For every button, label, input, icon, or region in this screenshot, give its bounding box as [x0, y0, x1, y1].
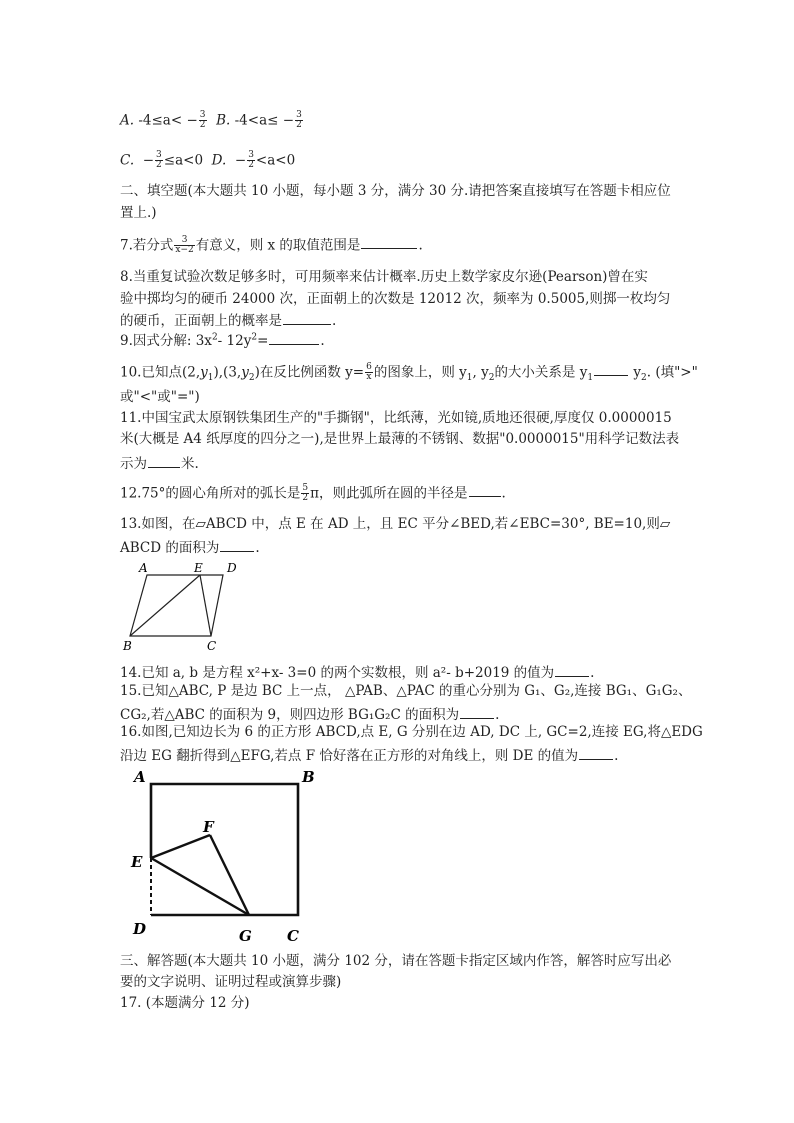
q6-options-ab	[120, 111, 304, 131]
fraction-den: x	[366, 372, 372, 383]
q10-post: . (填">"	[646, 364, 698, 381]
q10-mid1: ),(3,	[213, 364, 242, 381]
sub-2: 2	[641, 373, 647, 384]
q8-line1: 8.当重复试验次数足够多时，可用频率来估计概率.历史上数学家皮尔逊(Pearson)曾在实	[120, 269, 648, 285]
q7-pre: 7.若分式	[120, 237, 174, 254]
answer-blank	[460, 706, 494, 719]
q15-line1: 15.已知△ABC, P 是边 BC 上一点， △PAB、△PAC 的重心分别为 G₁、G₂,连接 BG₁、G₁G₂、	[120, 683, 692, 699]
var-y: y	[200, 364, 208, 381]
q9-mid: - 12y	[217, 333, 252, 349]
q10-pre: 10.已知点(2,	[120, 364, 201, 381]
fraction-num: 3	[248, 150, 254, 160]
question-15-line2: CG₂,若△ABC 的面积为 9，则四边形 BG₁G₂C 的面积为 .	[120, 707, 500, 723]
fraction-num: 5	[302, 483, 309, 493]
q11-line3-post: 米.	[181, 456, 199, 472]
q8-line3: 的硬币，正面朝上的概率是	[120, 313, 282, 329]
option-c-label: C.	[120, 152, 135, 169]
answer-blank	[361, 236, 417, 249]
fraction-num: 3	[199, 110, 206, 120]
sub-2: 2	[488, 373, 495, 384]
fraction-den: 2	[296, 120, 302, 131]
section3-line1: 三、解答题(本大题共 10 小题，满分 102 分，请在答题卡指定区域内作答，解答时应写出必	[120, 953, 672, 969]
q13-line1: 13.如图，在▱ABCD 中，点 E 在 AD 上，且 EC 平分∠BED,若∠EBC=30°, BE=10,则▱	[120, 516, 671, 532]
label-c: C	[287, 927, 299, 945]
fraction-den: 2	[156, 160, 162, 171]
option-c-fraction	[155, 151, 163, 171]
question-10	[120, 363, 698, 383]
question-11-line3	[120, 455, 199, 472]
question-7: 7.若分式 $\frac{3}{x-2}$ 有意义，则 x 的取值范围是 .	[120, 235, 423, 256]
sub-1: 1	[587, 373, 594, 384]
label-e: E	[131, 853, 143, 871]
fraction-num: 3	[296, 110, 302, 120]
option-b-label: B.	[216, 112, 231, 129]
option-c-text: ≤a<0	[163, 152, 204, 169]
sub-2: 2	[248, 373, 255, 384]
q10-fraction	[365, 363, 373, 383]
q13-line2: ABCD 的面积为	[120, 540, 220, 556]
q7-post: 有意义，则 x 的取值范围是	[195, 237, 361, 254]
section2-line2: 置上.)	[120, 205, 157, 221]
q6-options-cd: C. − $\frac{3}{2}$ ≤a<0 D. − $\frac{3}{2}$ <a<0	[120, 150, 296, 171]
q10-mid2: )在反比例函数 y=	[254, 364, 365, 381]
q16-line1: 16.如图,已知边长为 6 的正方形 ABCD,点 E, G 分别在边 AD, DC 上, GC=2,连接 EG,将△EDG	[120, 724, 703, 740]
fraction-den: 2	[199, 120, 206, 131]
q15-line2: CG₂,若△ABC 的面积为 9，则四边形 BG₁G₂C 的面积为	[120, 707, 460, 723]
question-13-line2: ABCD 的面积为 .	[120, 540, 260, 556]
q10-line2: 或"<"或"=")	[120, 389, 200, 405]
q10-mid6: y	[629, 364, 642, 381]
fraction-num: 3	[174, 236, 194, 246]
label-b: B	[302, 768, 315, 786]
answer-blank	[269, 332, 319, 345]
q12-pre: 12.75°的圆心角所对的弧长是	[120, 485, 301, 502]
answer-blank	[148, 455, 180, 468]
label-g: G	[239, 927, 252, 945]
q16-line2: 沿边 EG 翻折得到△EFG,若点 F 恰好落在正方形的对角线上，则 DE 的值为	[120, 748, 579, 764]
answer-blank	[579, 747, 613, 760]
answer-blank	[220, 539, 254, 552]
label-a: A	[134, 768, 146, 786]
section3-line2: 要的文字说明、证明过程或演算步骤)	[120, 974, 342, 990]
answer-blank	[594, 363, 628, 376]
option-b-fraction	[295, 111, 303, 131]
q12-fraction	[301, 484, 309, 504]
q9-exp1: 2	[211, 332, 218, 343]
q14-text: 14.已知 a, b 是方程 x²+x- 3=0 的两个实数根，则 a²- b+2019 的值为	[120, 665, 555, 681]
answer-blank	[469, 484, 501, 497]
square-figure	[125, 764, 325, 946]
option-d-text: <a<0	[255, 152, 296, 169]
var-y: y	[241, 364, 249, 381]
q9-post: =	[257, 333, 269, 349]
label-d: D	[227, 561, 237, 575]
segment-ec	[200, 575, 211, 636]
question-14: 14.已知 a, b 是方程 x²+x- 3=0 的两个实数根，则 a²- b+2019 的值为 .	[120, 665, 595, 681]
q10-mid4: , y	[472, 364, 489, 381]
option-a-text: -4≤a< −	[138, 112, 198, 129]
option-a-label: A.	[120, 112, 135, 129]
q10-mid5: 的大小关系是 y	[494, 364, 588, 381]
q17-title: 17. (本题满分 12 分)	[120, 995, 250, 1011]
option-b-text: -4<a≤ −	[234, 112, 295, 129]
q10-mid3: 的图象上，则 y	[373, 364, 467, 381]
q8-line2: 验中掷均匀的硬币 24000 次，正面朝上的次数是 12012 次，频率为 0.5005,则掷一枚均匀	[120, 291, 671, 307]
option-d-fraction	[247, 151, 255, 171]
question-9: 9.因式分解: $3x^2-$ $12y^2=$ .	[120, 332, 325, 349]
fraction-den: x−2	[175, 245, 194, 256]
sub-1: 1	[466, 373, 473, 384]
sub-1: 1	[207, 373, 214, 384]
question-8-line3: 的硬币，正面朝上的概率是 .	[120, 313, 337, 329]
question-16-line2: 沿边 EG 翻折得到△EFG,若点 F 恰好落在正方形的对角线上，则 DE 的值为 .	[120, 748, 619, 764]
q9-exp2: 2	[251, 332, 258, 343]
answer-blank	[555, 664, 589, 677]
segment-be	[130, 575, 200, 636]
fraction-num: 6	[366, 362, 372, 372]
label-b: B	[123, 639, 132, 653]
q12-post: π，则此弧所在圆的半径是	[310, 485, 468, 502]
q9-pre: 9.因式分解: 3x	[120, 333, 212, 349]
label-a: A	[139, 561, 148, 575]
option-d-label: D.	[211, 152, 227, 169]
option-a-fraction	[199, 111, 207, 131]
fraction-den: 2	[302, 493, 309, 504]
label-c: C	[207, 639, 217, 653]
label-d: D	[133, 920, 147, 938]
label-e: E	[194, 561, 203, 575]
question-12: 12.75°的圆心角所对的弧长是 $\frac{5}{2}$ π，则此弧所在圆的半径是 .	[120, 483, 506, 504]
q7-fraction	[174, 236, 194, 256]
segment-ef	[151, 835, 210, 858]
section2-line1: 二、填空题(本大题共 10 小题，每小题 3 分，满分 30 分.请把答案直接填写在答题卡相应位	[120, 183, 671, 199]
parallelogram-figure	[115, 558, 255, 654]
answer-blank	[283, 312, 331, 325]
fraction-num: 3	[156, 150, 162, 160]
fraction-den: 2	[248, 160, 254, 171]
q11-line3-pre: 示为	[120, 456, 147, 472]
label-f: F	[203, 818, 214, 836]
q11-line1: 11.中国宝武太原钢铁集团生产的"手撕钢"，比纸薄，光如镜,质地还很硬,厚度仅 0.0000015	[120, 410, 672, 426]
q11-line2: 米(大概是 A4 纸厚度的四分之一),是世界上最薄的不锈钢、数据"0.0000015"用科学记数法表	[120, 431, 680, 447]
